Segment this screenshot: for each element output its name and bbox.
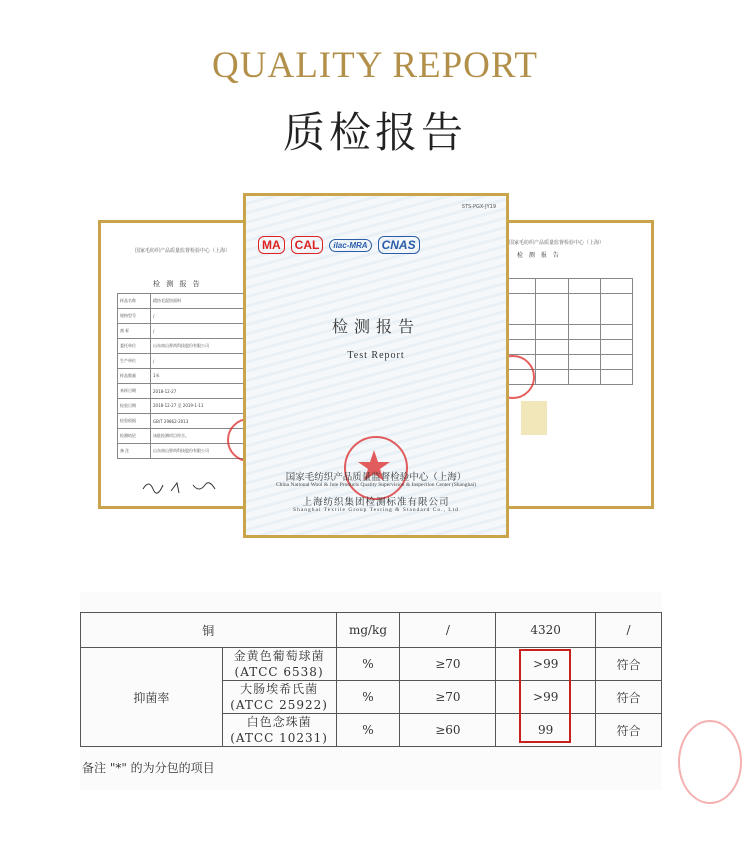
verdict-cell: / (596, 613, 662, 648)
center-report-cover[interactable] (243, 193, 509, 538)
right-doc-title: 检 测 报 告 (517, 252, 561, 259)
quality-report-title-en: QUALITY REPORT (212, 45, 538, 86)
result-highlight-box (519, 649, 571, 743)
signature-icon (141, 477, 231, 497)
field-value: 山东南山智尚科技股份有限公司 (151, 339, 254, 354)
field-label: 规格型号 (118, 309, 151, 324)
field-value: 该批检测项目符合。 (151, 429, 254, 444)
req-cell: ≥60 (400, 714, 496, 747)
field-label: 委托单位 (118, 339, 151, 354)
verdict-cell: 符合 (596, 681, 662, 714)
left-doc-title: 检 测 报 告 (153, 280, 202, 288)
unit-cell: % (336, 648, 400, 681)
ma-logo-icon: MA (258, 236, 285, 254)
unit-cell: % (336, 681, 400, 714)
field-label: 备 注 (118, 444, 151, 459)
table-row (118, 339, 254, 354)
result-cell: >99 (496, 681, 596, 714)
field-label: 生产单位 (118, 354, 151, 369)
req-cell: ≥70 (400, 681, 496, 714)
right-doc-org: 国家毛纺织产品质量监督检验中心（上海） (509, 240, 605, 246)
left-report-page[interactable] (98, 220, 253, 509)
field-value: 精纺毛混纺面料 (151, 294, 254, 309)
left-doc-org: 国家毛纺织产品质量监督检验中心（上海） (135, 248, 231, 254)
cover-org1-en: China National Wool & Jute Products Quality Supervision & Inspection Center (Shanghai) (275, 482, 477, 488)
field-value: / (151, 309, 254, 324)
table-row (118, 324, 254, 339)
cal-logo-icon: CAL (291, 236, 324, 254)
quality-report-title-cn: 质检报告 (282, 108, 467, 157)
cover-org1-cn: 国家毛纺织产品质量监督检验中心（上海） (285, 472, 467, 483)
verdict-cell: 符合 (596, 648, 662, 681)
unit-cell: % (336, 714, 400, 747)
cover-org2-cn: 上海纺织集团检测标准有限公司 (302, 497, 450, 508)
cover-stamp-icon (344, 436, 408, 500)
cert-logos (258, 236, 420, 254)
field-value: GB/T 29862-2013 (151, 414, 254, 429)
item-cell: 铜 (81, 613, 337, 648)
req-cell: ≥70 (400, 648, 496, 681)
field-value: 1米 (151, 369, 254, 384)
field-label: 样品数量 (118, 369, 151, 384)
table-row (118, 309, 254, 324)
unit-cell: mg/kg (336, 613, 400, 648)
field-label: 样品名称 (118, 294, 151, 309)
req-cell: / (400, 613, 496, 648)
table-row (118, 354, 254, 369)
cover-code: STS-PGX-JY19 (461, 204, 496, 210)
strain-cell: 白色念珠菌 (ATCC 10231) (222, 714, 336, 747)
field-label: 检验依据 (118, 414, 151, 429)
antibacterial-table (80, 612, 662, 747)
cnas-logo-icon: CNAS (378, 236, 420, 254)
strain-cell: 大肠埃希氏菌 (ATCC 25922) (222, 681, 336, 714)
field-label: 来样日期 (118, 384, 151, 399)
verdict-cell: 符合 (596, 714, 662, 747)
table-note: 备注 "*" 的为分包的项目 (82, 761, 215, 775)
field-value: 2018-12-27 至 2019-1-11 (151, 399, 254, 414)
tape-mark (521, 401, 547, 435)
cover-org2-en: Shanghai Textile Group Testing & Standard Co., Ltd (293, 507, 459, 513)
strain-cell: 金黄色葡萄球菌 (ATCC 6538) (222, 648, 336, 681)
red-stamp-fragment-icon (678, 720, 742, 804)
field-value: / (151, 324, 254, 339)
result-cell: >99 (496, 648, 596, 681)
cover-title-cn: 检测报告 (331, 317, 420, 336)
field-label: 检测结论 (118, 429, 151, 444)
field-value: 山东南山智尚科技股份有限公司 (151, 444, 254, 459)
field-label: 检验日期 (118, 399, 151, 414)
table-row (118, 384, 254, 399)
result-cell: 4320 (496, 613, 596, 648)
result-cell: 99 (496, 714, 596, 747)
table-row (81, 613, 662, 648)
table-row (118, 399, 254, 414)
table-row (118, 369, 254, 384)
table-row (118, 294, 254, 309)
table-row (81, 648, 662, 681)
item-cell: 抑菌率 (81, 648, 223, 747)
field-label: 商 标 (118, 324, 151, 339)
right-report-page[interactable] (500, 220, 654, 509)
field-value: 2018-12-27 (151, 384, 254, 399)
cover-title-en: Test Report (347, 350, 405, 361)
ilac-logo-icon: ilac-MRA (329, 239, 371, 252)
field-value: / (151, 354, 254, 369)
